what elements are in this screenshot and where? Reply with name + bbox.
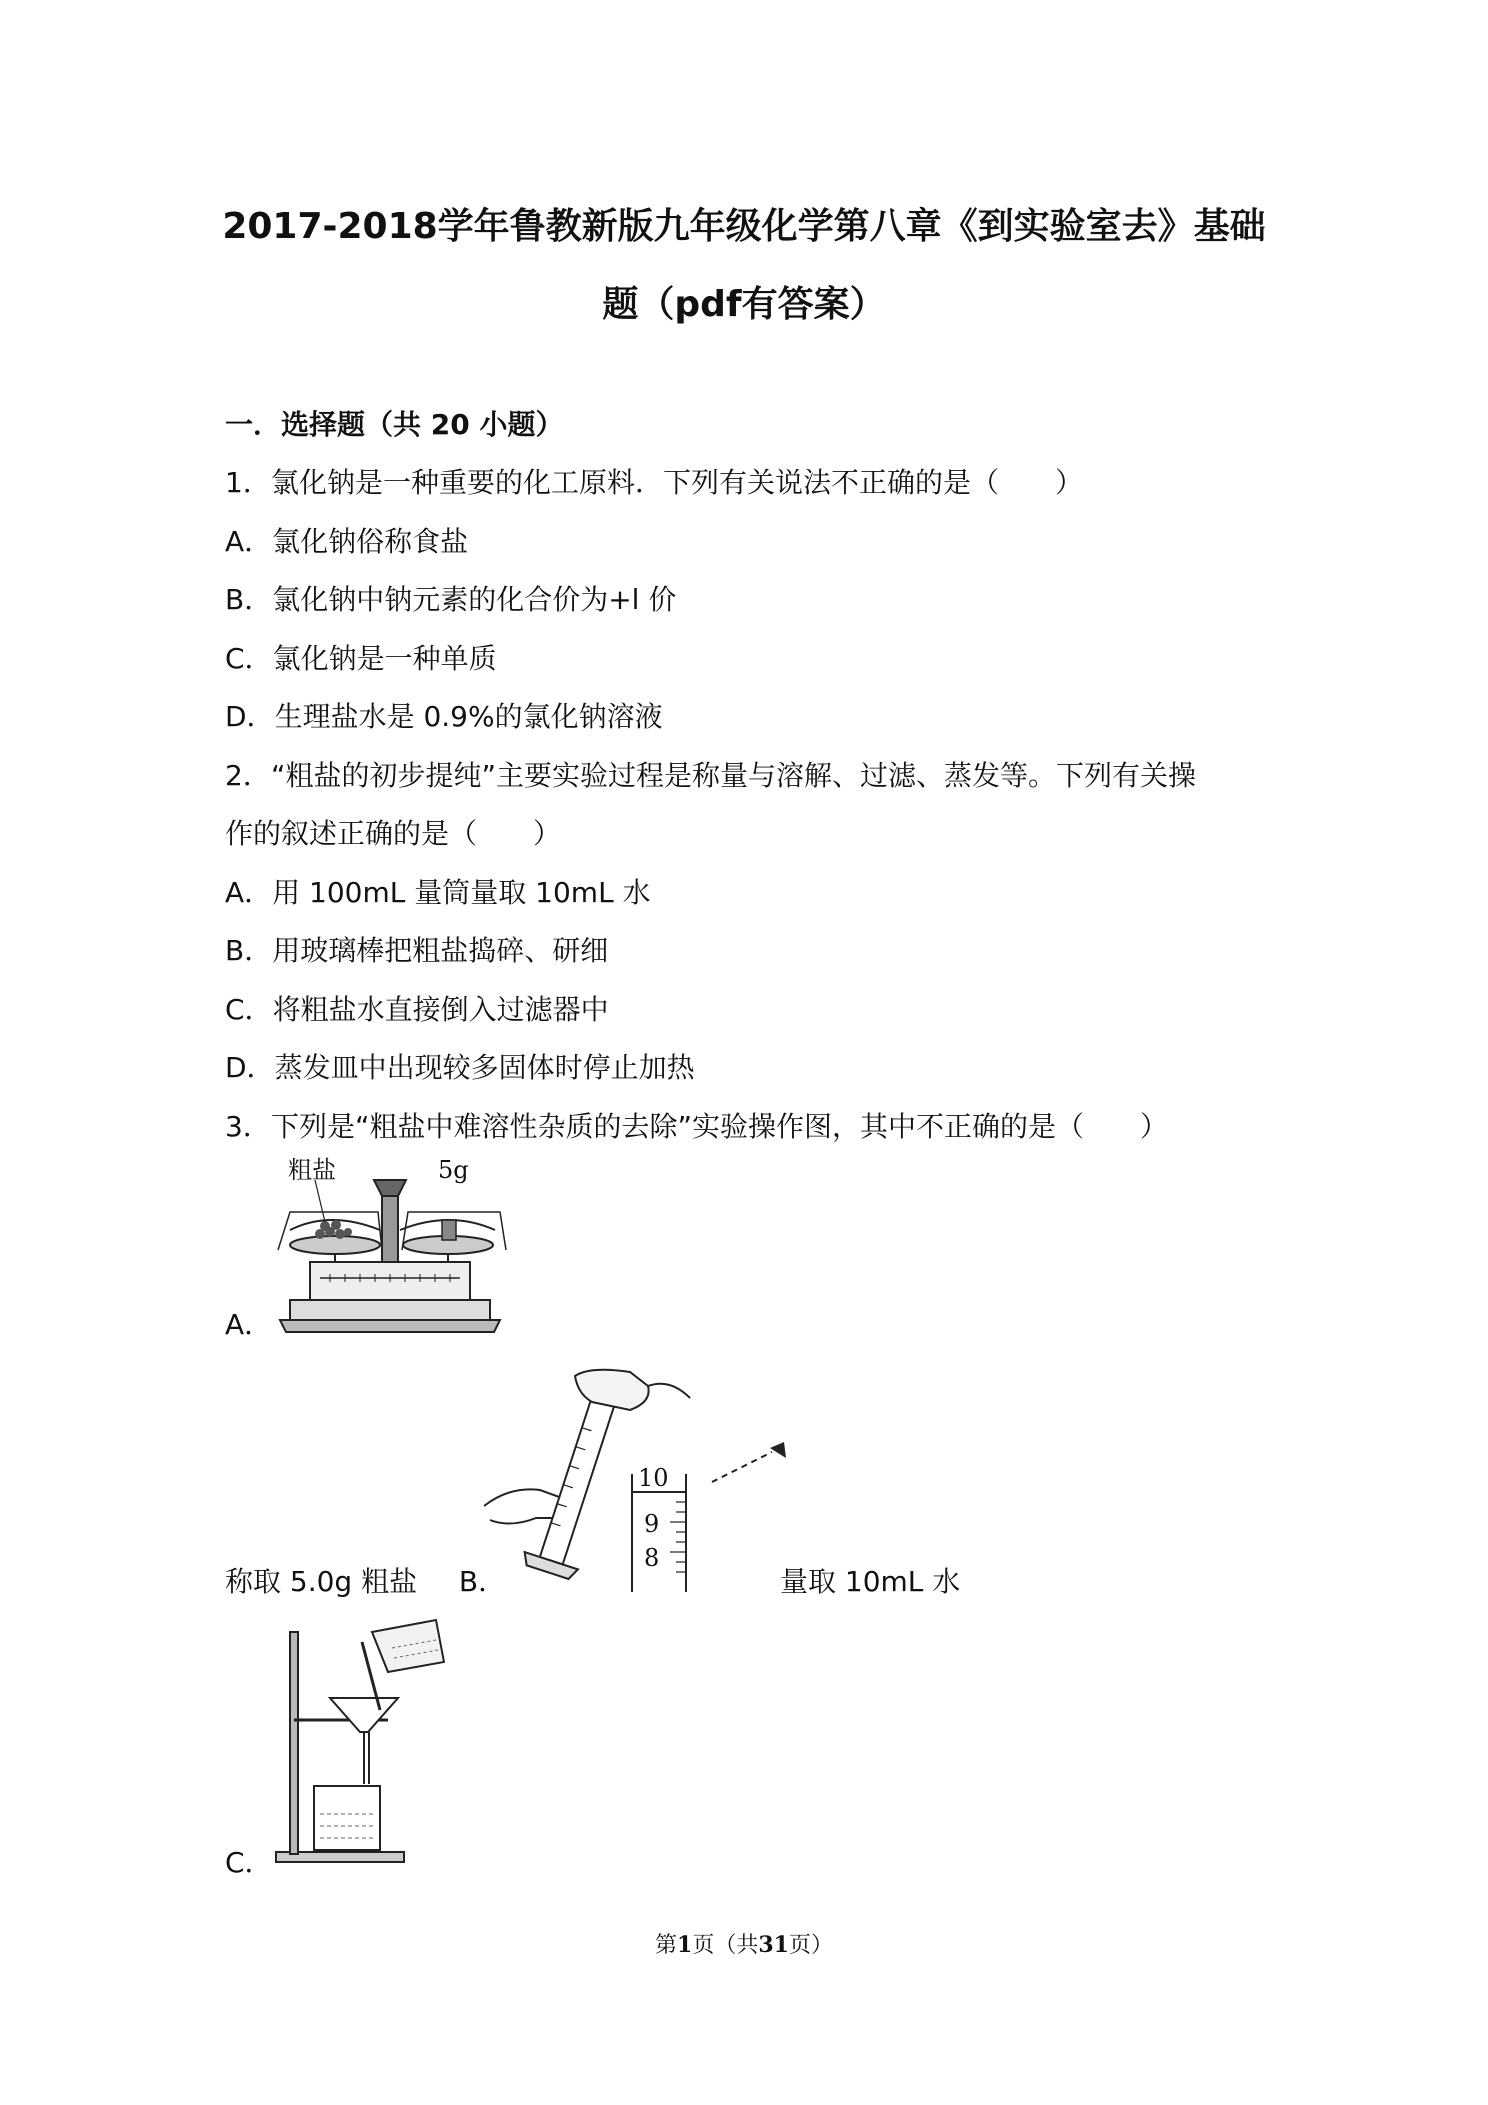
q3-option-a-caption-row — [225, 1562, 506, 1602]
q1-option-d — [225, 697, 663, 737]
footer-prefix: 第 — [655, 1933, 678, 1958]
footer-total-pages: 31 — [758, 1932, 789, 1958]
scale-label-9: 9 — [644, 1510, 660, 1538]
question-number: 1． — [225, 466, 271, 499]
figure-filtration — [268, 1618, 458, 1868]
q1-option-b — [225, 580, 676, 620]
option-letter: D． — [225, 1051, 275, 1084]
q1-option-c — [225, 639, 497, 679]
document-title-line1: 2017-2018学年鲁教新版九年级化学第八章《到实验室去》基础 — [222, 206, 1266, 247]
option-letter: C． — [225, 993, 273, 1026]
q2-option-d — [225, 1048, 695, 1088]
figure-balance-weighing — [270, 1150, 510, 1335]
scale-label-10: 10 — [638, 1464, 669, 1492]
option-letter: B． — [225, 583, 273, 616]
option-text: 氯化钠是一种单质 — [272, 642, 497, 675]
option-letter: B． — [458, 1565, 507, 1598]
option-text: 生理盐水是 0.9%的氯化钠溶液 — [274, 700, 663, 733]
figure-measuring-cylinder — [480, 1368, 800, 1600]
option-text: 蒸发皿中出现较多固体时停止加热 — [274, 1051, 695, 1084]
option-letter: A． — [225, 525, 273, 558]
option-text: 将粗盐水直接倒入过滤器中 — [272, 993, 609, 1026]
option-letter: D． — [225, 700, 275, 733]
footer-middle: 页（共 — [692, 1933, 759, 1958]
question-1 — [225, 463, 1083, 503]
footer-suffix: 页） — [788, 1933, 833, 1958]
page-footer — [0, 1928, 1488, 1959]
option-text: 氯化钠中钠元素的化合价为+l 价 — [272, 583, 677, 616]
question-number: 3． — [225, 1110, 271, 1143]
question-2 — [225, 756, 1196, 796]
q2-option-b — [225, 931, 608, 971]
label-coarse-salt: 粗盐 — [288, 1156, 336, 1184]
question-2-continued: 作的叙述正确的是（ ） — [225, 817, 562, 850]
option-letter: A． — [225, 876, 273, 909]
question-stem: 氯化钠是一种重要的化工原料．下列有关说法不正确的是（ ） — [271, 466, 1084, 499]
question-3 — [225, 1107, 1168, 1147]
q3-option-b-caption: 量取 10mL 水 — [780, 1565, 961, 1598]
option-text: 用玻璃棒把粗盐捣碎、研细 — [272, 934, 609, 967]
question-stem: 下列是“粗盐中难溶性杂质的去除”实验操作图，其中不正确的是（ ） — [271, 1110, 1169, 1143]
q2-option-a — [225, 873, 651, 913]
question-number: 2． — [225, 759, 271, 792]
q3-option-c-letter: C． — [225, 1846, 273, 1879]
footer-page-number: 1 — [677, 1932, 693, 1958]
q2-option-c — [225, 990, 609, 1030]
q1-option-a — [225, 522, 468, 562]
scale-label-8: 8 — [644, 1544, 660, 1572]
section-heading: 一．选择题（共 20 小题） — [225, 408, 564, 441]
label-weight-5g: 5g — [438, 1156, 469, 1184]
option-letter: C． — [225, 642, 273, 675]
q3-option-a-letter: A． — [225, 1308, 273, 1341]
document-title-line2: 题（pdf有答案） — [602, 284, 886, 325]
option-letter: B． — [225, 934, 273, 967]
question-stem: “粗盐的初步提纯”主要实验过程是称量与溶解、过滤、蒸发等。下列有关操 — [271, 759, 1197, 792]
option-text: 氯化钠俗称食盐 — [272, 525, 469, 558]
filtration-apparatus-icon — [268, 1618, 458, 1868]
option-text: 用 100mL 量筒量取 10mL 水 — [272, 876, 651, 909]
option-a-caption: 称取 5.0g 粗盐 — [225, 1565, 418, 1598]
